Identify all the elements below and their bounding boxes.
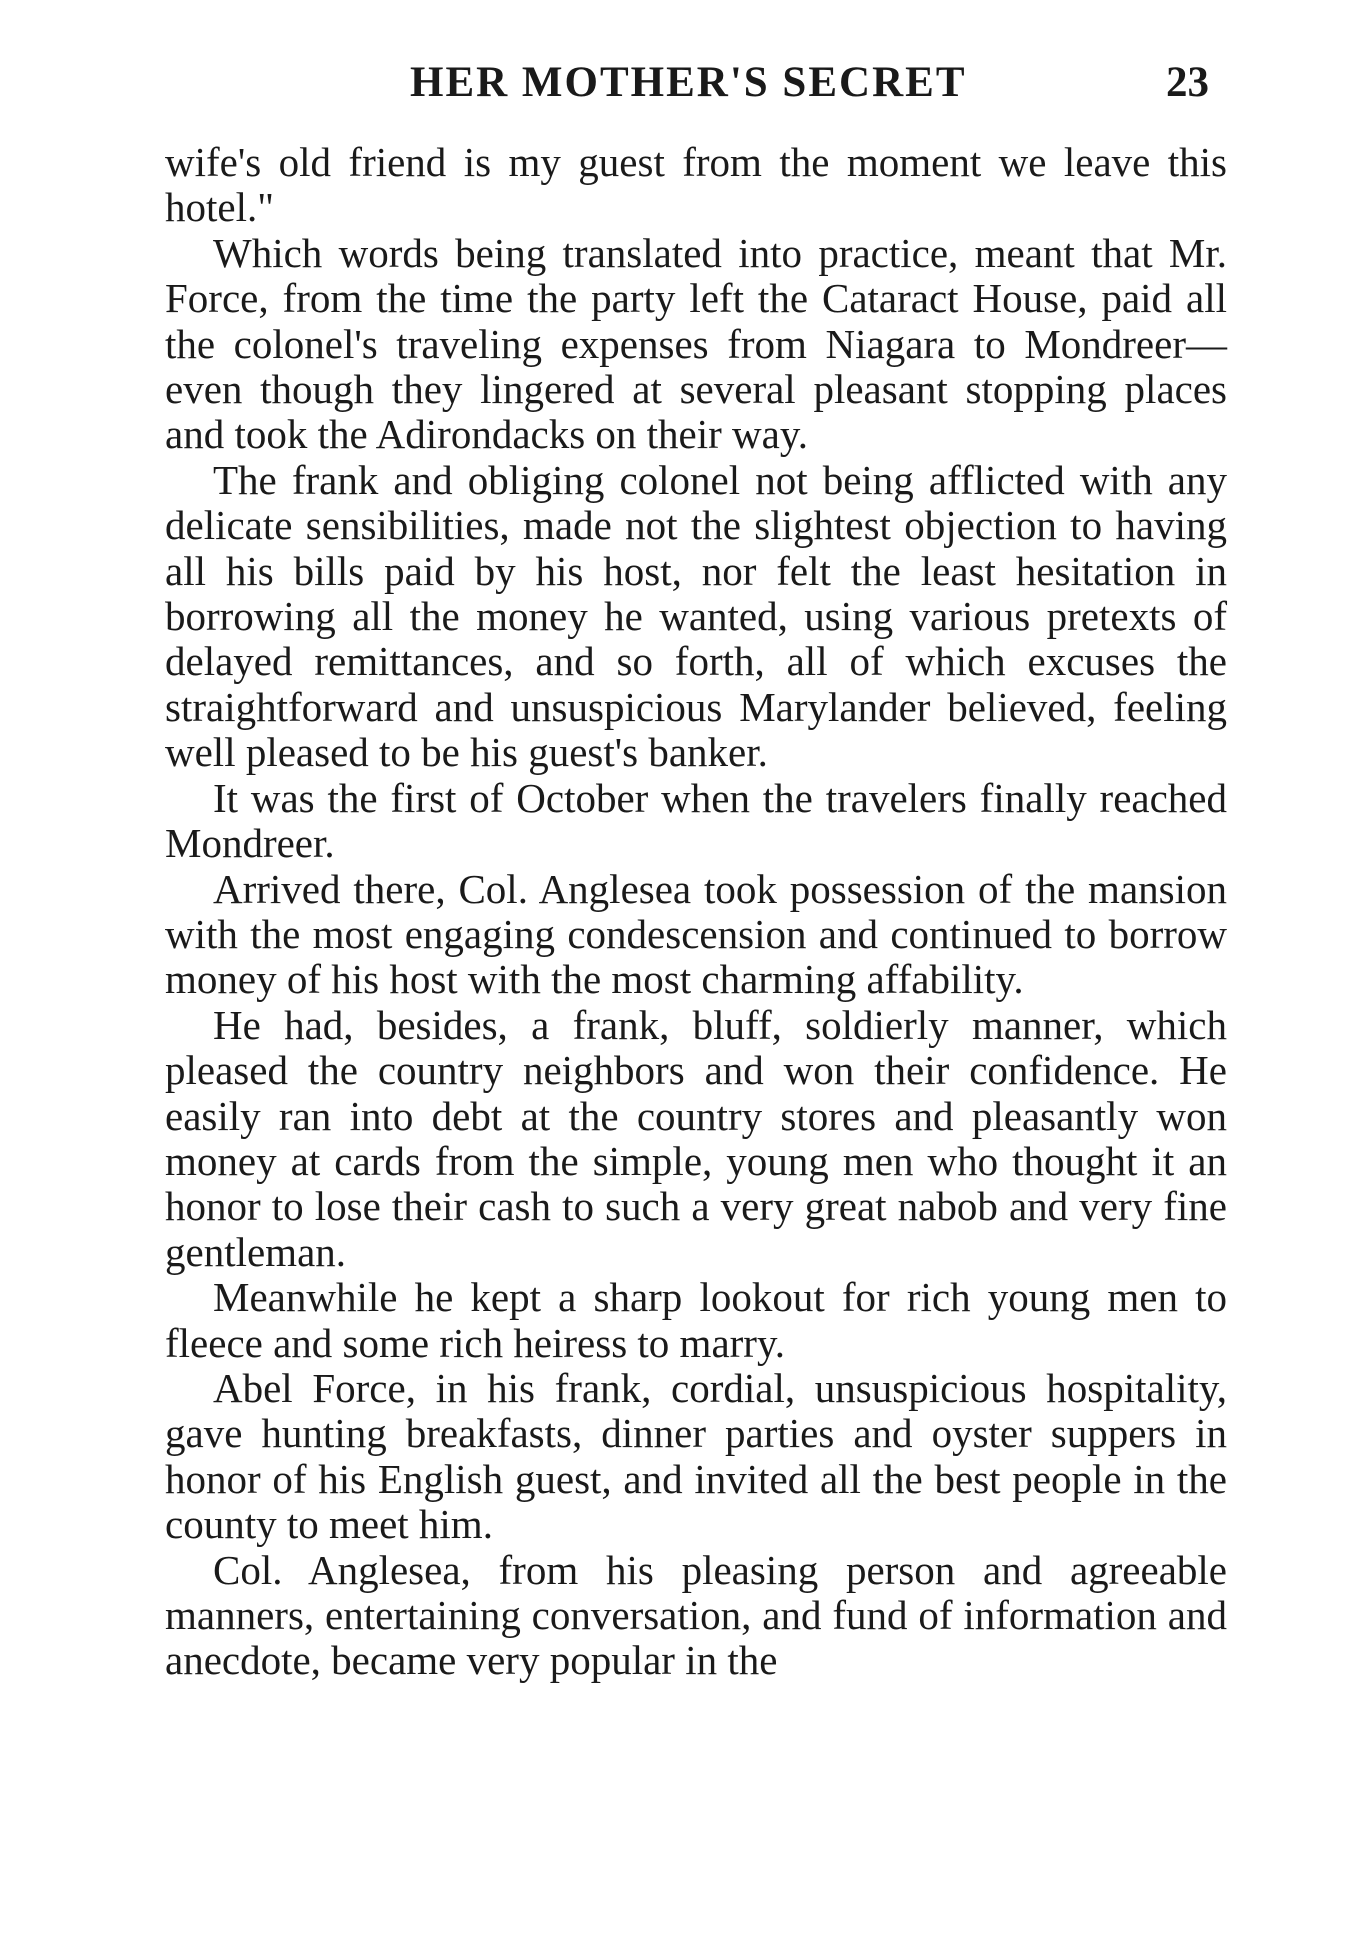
paragraph: Col. Anglesea, from his pleasing person and agreeable manners, entertaining conversation, and fund of information and anecdote, became very popular in the — [165, 1546, 1227, 1684]
page-number: 23 — [1166, 59, 1209, 106]
paragraph: It was the first of October when the travelers finally reached Mondreer. — [165, 774, 1227, 867]
paragraph: Which words being translated into practice, meant that Mr. Force, from the time the party left the Cataract House, paid all the colonel's traveling expenses from Niagara to Mondreer—even though they lingered at several pleasant stopping places and took the Adirondacks on their way. — [165, 229, 1227, 458]
body-text — [165, 140, 1227, 1684]
paragraph: Meanwhile he kept a sharp lookout for rich young men to fleece and some rich heiress to marry. — [165, 1274, 1227, 1366]
running-head — [0, 58, 1349, 118]
paragraph: He had, besides, a frank, bluff, soldierly manner, which pleased the country neighbors and won their confidence. He easily ran into debt at the country stores and pleasantly won money at cards from the simple, young men who thought it an honor to lose their cash to such a very great nabob and very fine gentleman. — [165, 1001, 1227, 1275]
paragraph: Arrived there, Col. Anglesea took possession of the mansion with the most engaging condescension and continued to borrow money of his host with the most charming affability. — [165, 865, 1227, 1003]
paragraph: Abel Force, in his frank, cordial, unsuspicious hospitality, gave hunting breakfasts, dinner parties and oyster suppers in honor of his English guest, and invited all the best people in the county to meet him. — [165, 1364, 1227, 1548]
paragraph: The frank and obliging colonel not being afflicted with any delicate sensibilities, made not the slightest objection to having all his bills paid by his host, nor felt the least hesitation in borrowing all the money he wanted, using various pretexts of delayed remittances, and so forth, all of which excuses the straightforward and unsuspicious Marylander believed, feeling well pleased to be his guest's banker. — [165, 456, 1227, 776]
paragraph: wife's old friend is my guest from the moment we leave this hotel." — [165, 139, 1227, 231]
running-title: HER MOTHER'S SECRET — [410, 59, 967, 106]
